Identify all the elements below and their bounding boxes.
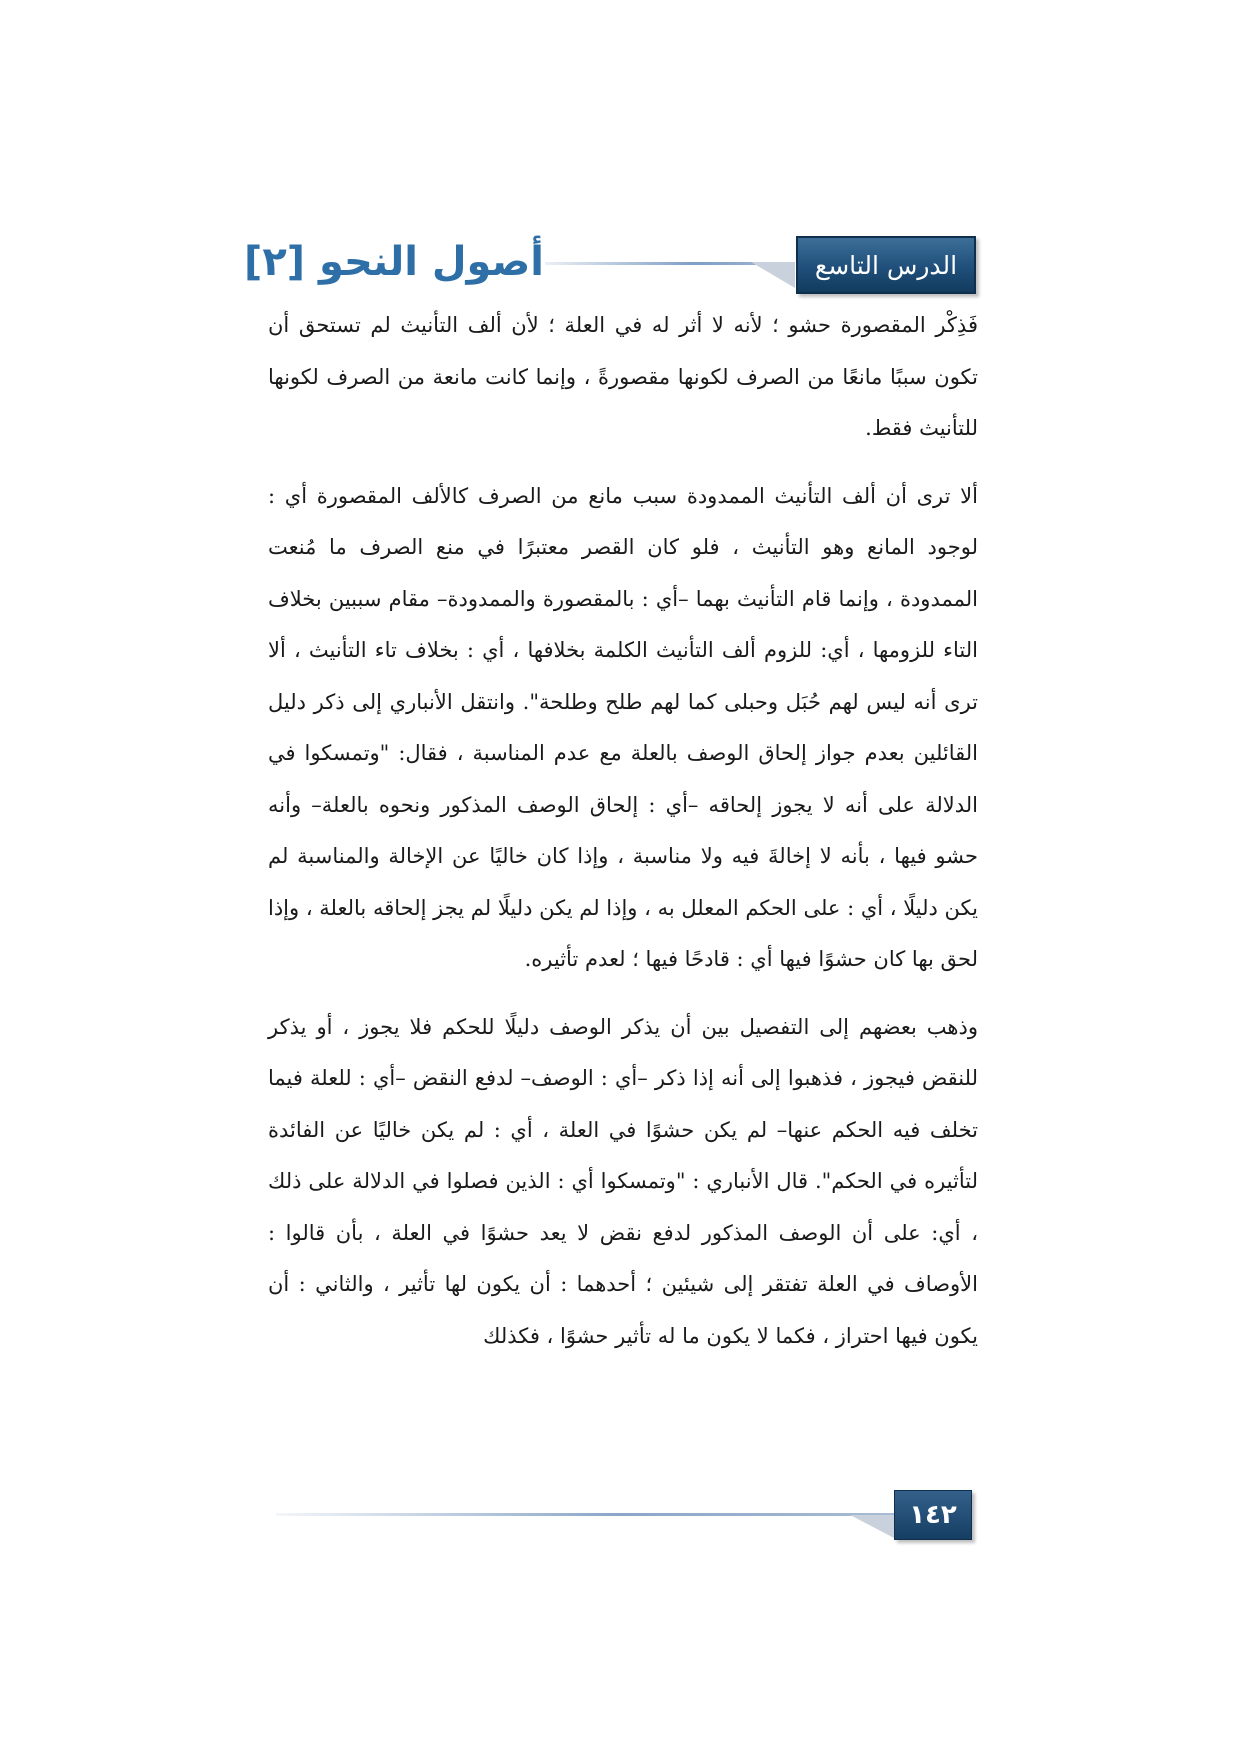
header-divider-wedge: [751, 262, 795, 288]
paragraph-1: فَذِكْر المقصورة حشو ؛ لأنه لا أثر له في العلة ؛ لأن ألف التأنيث لم تستحق أن تكون سببًا مانعًا من الصرف لكونها مقصورةً ، وإنما كانت مانعة من الصرف لكونها للتأنيث فقط.: [268, 313, 978, 440]
page-number: ١٤٢: [894, 1490, 972, 1540]
paragraph-2: ألا ترى أن ألف التأنيث الممدودة سبب مانع من الصرف كالألف المقصورة أي : لوجود المانع وهو التأنيث ، فلو كان القصر معتبرًا في منع الصرف ما مُنعت الممدودة ، وإنما قام التأنيث بهما –أي : بالمقصورة والممدودة– مقام سببين بخلاف التاء للزومها ، أي: للزوم ألف التأنيث الكلمة بخلافها ، أي : بخلاف تاء التأنيث ، ألا ترى أنه ليس لهم حُبَل وحبلى كما لهم طلح وطلحة". وانتقل الأنباري إلى ذكر دليل القائلين بعدم جواز إلحاق الوصف بالعلة مع عدم المناسبة ، فقال: "وتمسكوا في الدلالة على أنه لا يجوز إلحاقه –أي : إلحاق الوصف المذكور ونحوه بالعلة– وأنه حشو فيها ، بأنه لا إخالةَ فيه ولا مناسبة ، وإذا كان خاليًا عن الإخالة والمناسبة لم يكن دليلًا ، أي : على الحكم المعلل به ، وإذا لم يكن دليلًا لم يجز إلحاقه بالعلة ، وإذا لحق بها كان حشوًا فيها أي : قادحًا فيها ؛ لعدم تأثيره.: [268, 483, 978, 971]
footer-divider-wedge: [850, 1515, 896, 1539]
page-header: [0, 0, 1240, 300]
lesson-badge: الدرس التاسع: [796, 236, 976, 294]
book-title: أصول النحو [٢]: [244, 239, 544, 285]
paragraph-3: وذهب بعضهم إلى التفصيل بين أن يذكر الوصف دليلًا للحكم فلا يجوز ، أو يذكر للنقض فيجوز ، فذهبوا إلى أنه إذا ذكر –أي : الوصف– لدفع النقض –أي : للعلة فيما تخلف فيه الحكم عنها– لم يكن حشوًا في العلة ، أي : لم يكن خاليًا عن الفائدة لتأثيره في الحكم". قال الأنباري : "وتمسكوا أي : الذين فصلوا في الدلالة على ذلك ، أي: على أن الوصف المذكور لدفع نقض لا يعد حشوًا في العلة ، بأن قالوا : الأوصاف في العلة تفتقر إلى شيئين ؛ أحدهما : أن يكون لها تأثير ، والثاني : أن يكون فيها احتراز ، فكما لا يكون ما له تأثير حشوًا ، فكذلك: [268, 1014, 978, 1348]
footer-divider: [276, 1513, 896, 1516]
page-body: [268, 300, 978, 1378]
